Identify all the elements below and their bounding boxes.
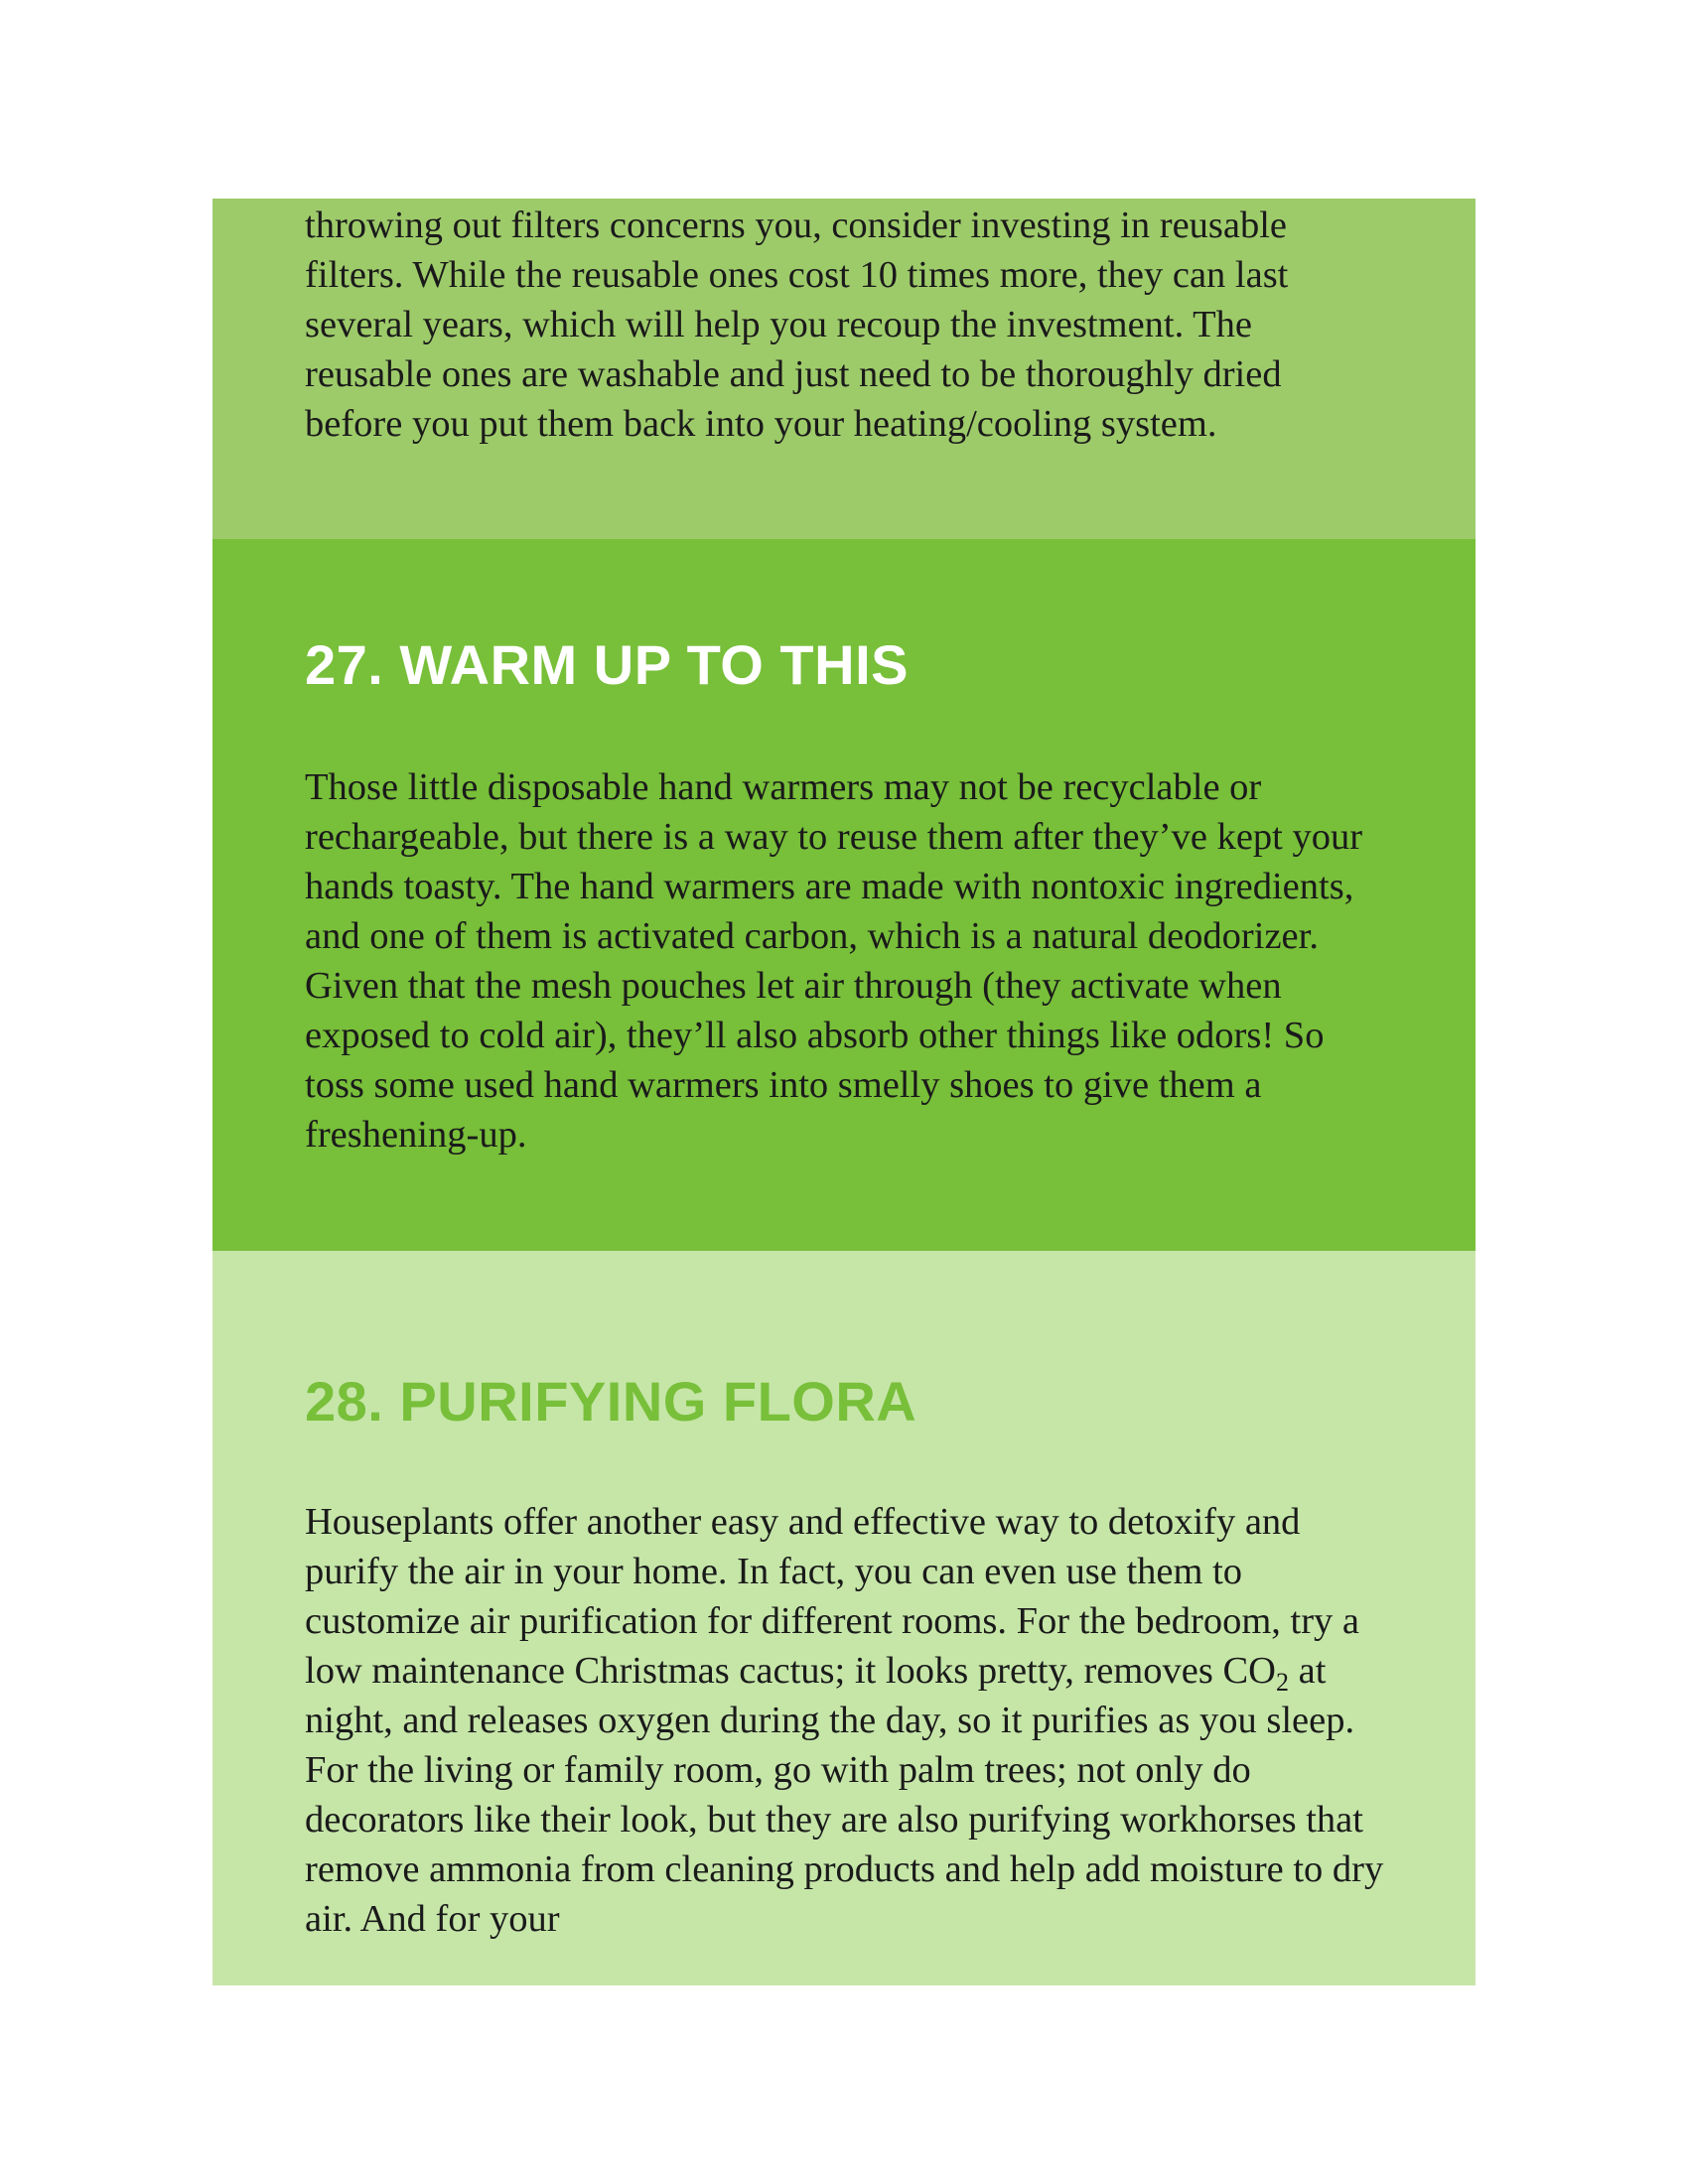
section-28-body (305, 1497, 1396, 1944)
section-27-heading: 27. WARM UP TO THIS (305, 633, 909, 696)
section-28-body-part2: at night, and releases oxygen during the day, so it purifies as you sleep. For the living or family room, go with palm trees; not only do decorators like their look, but they are also purifying workhorses that remove ammonia from cleaning products and help add moisture to dry air. And for your (305, 1650, 1384, 1940)
section-28-body-part1: Houseplants offer another easy and effective way to detoxify and purify the air in your home. In fact, you can even use them to customize air purification for different rooms. For the bedroom, try a low maintenance Christmas cactus; it looks pretty, removes CO (305, 1501, 1360, 1692)
section-26-panel (212, 199, 1476, 539)
co2-subscript: 2 (1275, 1668, 1289, 1697)
section-28-heading: 28. PURIFYING FLORA (305, 1370, 917, 1433)
section-28-panel (212, 1251, 1476, 1985)
section-26-body: throwing out filters concerns you, consider investing in reusable filters. While the reusable ones cost 10 times more, they can last several years, which will help you recoup the investment. The reusable ones are washable and just need to be thoroughly dried before you put them back into your heating/cooling system. (305, 205, 1289, 445)
section-27-body: Those little disposable hand warmers may not be recyclable or rechargeable, but there is a way to reuse them after they’ve kept your hands toasty. The hand warmers are made with nontoxic ingredients, and one of them is activated carbon, which is a natural deodorizer. Given that the mesh pouches let air through (they activate when exposed to cold air), they’ll also absorb other things like odors! So toss some used hand warmers into smelly shoes to give them a freshening-up. (305, 766, 1363, 1156)
section-27-panel (212, 539, 1476, 1251)
